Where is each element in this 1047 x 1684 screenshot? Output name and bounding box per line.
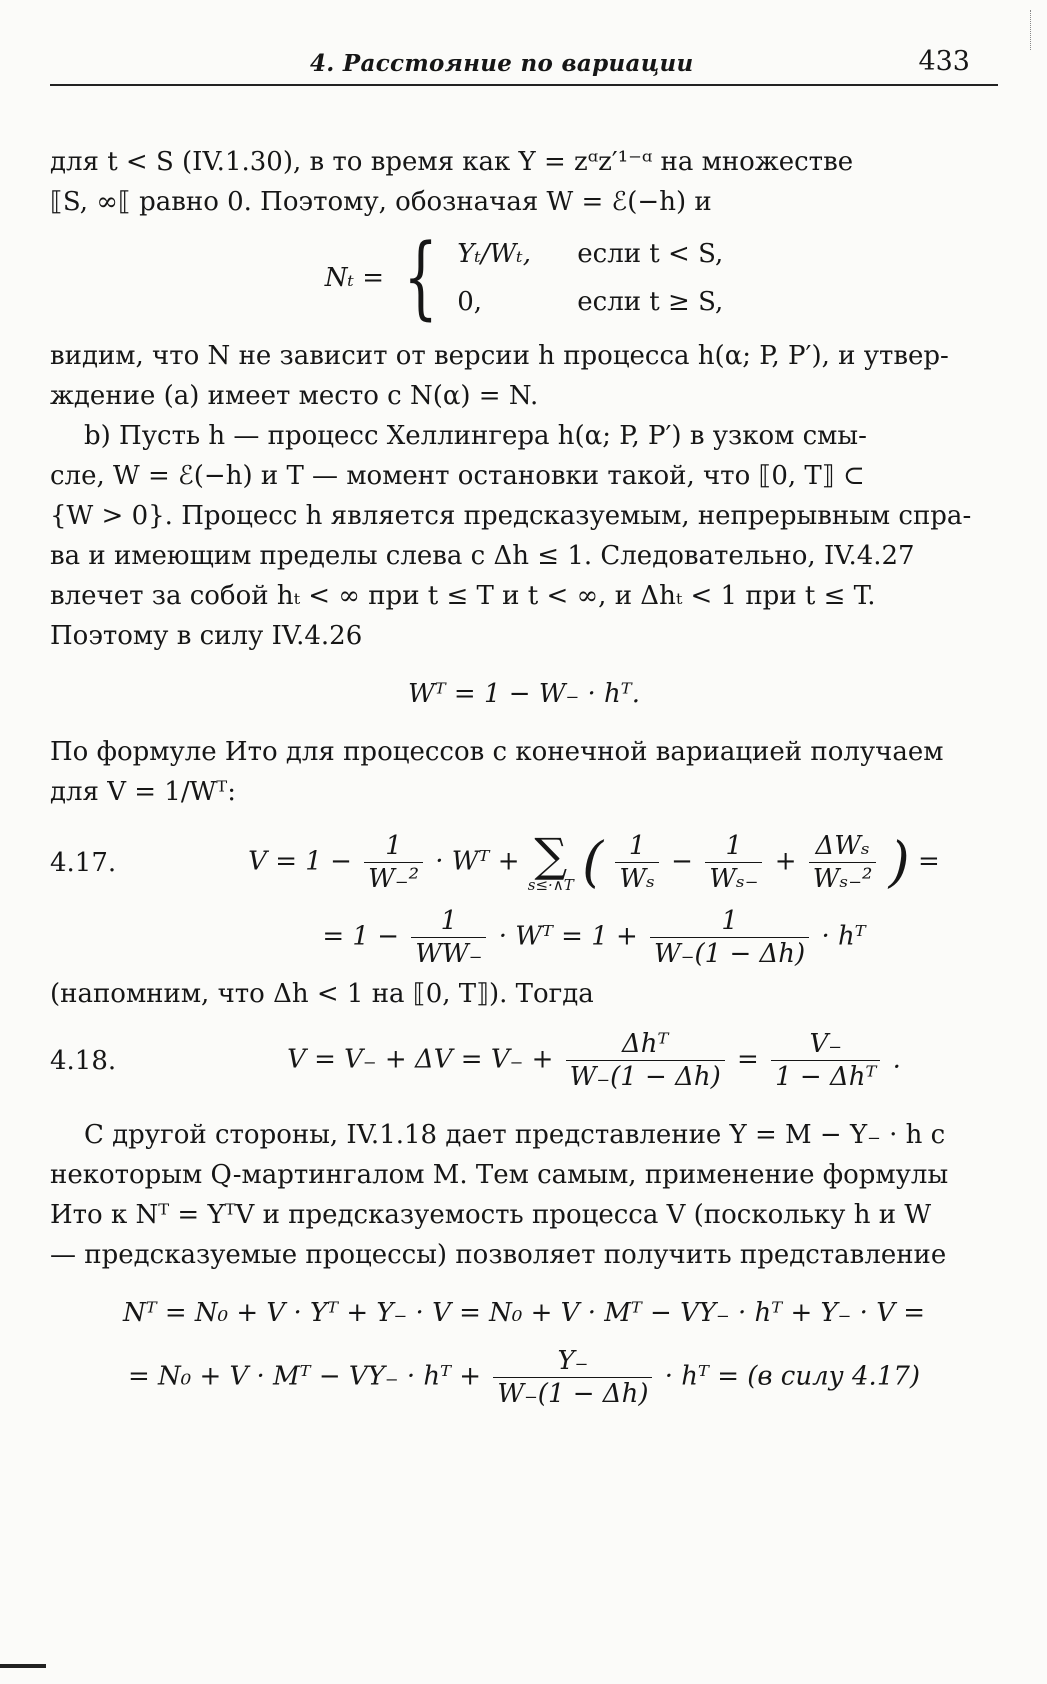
final-l2-end: · hᵀ = (в силу 4.17) [664, 1361, 921, 1392]
section-title: 4. Расстояние по вариации [310, 50, 694, 77]
eq417-minus: − [671, 846, 693, 877]
paragraph-4 [50, 732, 998, 812]
para3-line1: b) Пусть h — процесс Хеллингера h(α; P, P′) в узком смы- [84, 421, 867, 451]
eq417-l2-end: · hᵀ [821, 921, 866, 952]
case1-expr: Yₜ/Wₜ, [457, 239, 531, 269]
eq418-frac1: $\frac{\text{Δhᵀ}}{W_-(1 - \Delta h)}$ [566, 1028, 725, 1093]
eq417-l2-frac2: $\frac{1}{W_-(1 - \Delta h)}$ [650, 905, 809, 970]
equation-wt: Wᵀ = 1 − W₋ · hᵀ. [408, 679, 640, 709]
para4-line1: По формуле Ито для процессов с конечной вариацией получаем [50, 737, 944, 767]
para3-line5: влечет за собой hₜ < ∞ при t ≤ T и t < ∞, и Δhₜ < 1 при t ≤ T. [50, 581, 876, 611]
running-header [50, 40, 998, 86]
paragraph-2 [50, 336, 998, 416]
case2-cond: если t ≥ S, [577, 287, 724, 317]
summation: ∑ s≤·∧T [527, 827, 574, 894]
paragraph-1 [50, 142, 998, 222]
cases-lhs: Nₜ = [324, 263, 384, 293]
eq417-l2-frac1: $\frac{1}{WW_-}$ [411, 905, 486, 970]
para4-line2: для V = 1/Wᵀ: [50, 777, 236, 807]
equation-label-4-18: 4.18. [50, 1045, 117, 1076]
final-l2-a: = N₀ + V · Mᵀ − VY₋ · hᵀ + [127, 1361, 482, 1392]
left-brace: { [403, 225, 438, 330]
case1-cond: если t < S, [577, 239, 724, 269]
paragraph-3 [50, 416, 998, 656]
para2-line2: ждение (a) имеет место с N(α) = N. [50, 381, 539, 411]
para2-line1: видим, что N не зависит от версии h процесса h(α; P, P′), и утвер- [50, 341, 949, 371]
para1-line2: ⟦S, ∞⟦ равно 0. Поэтому, обозначая W = ℰ(−h) и [50, 187, 712, 217]
eq417-frac1: $\frac{1}{\text{W₋²}}$ [364, 830, 423, 895]
para3-line3: {W > 0}. Процесс h является предсказуемым, непрерывным спра- [50, 501, 972, 531]
eq417-plus: + [774, 846, 797, 877]
equation-label-4-17: 4.17. [50, 847, 117, 878]
para3-line4: ва и имеющим пределы слева с Δh ≤ 1. Следовательно, IV.4.27 [50, 541, 915, 571]
eq418-end: . [892, 1044, 901, 1075]
eq417-l1-a: V = 1 − [248, 846, 352, 877]
eq418-a: V = V₋ + ΔV = V₋ + [287, 1044, 554, 1075]
para3-line2: сле, W = ℰ(−h) и T — момент остановки такой, что ⟦0, T⟧ ⊂ [50, 461, 865, 491]
paragraph-6 [50, 1115, 998, 1275]
para3-line6: Поэтому в силу IV.4.26 [50, 621, 363, 651]
equation-4-18 [50, 1028, 998, 1093]
eq418-eqsign: = [737, 1044, 759, 1075]
paragraph-5: (напомним, что Δh < 1 на ⟦0, T⟧). Тогда [50, 979, 594, 1009]
para6-line3: Ито к Nᵀ = YᵀV и предсказуемость процесса V (поскольку h и W [50, 1200, 932, 1230]
edge-mark [0, 1664, 46, 1668]
para6-line2: некоторым Q-мартингалом M. Тем самым, применение формулы [50, 1160, 949, 1190]
para6-line4: — предсказуемые процессы) позволяет получить представление [50, 1240, 947, 1270]
margin-mark [1030, 10, 1041, 50]
equation-final-line1: Nᵀ = N₀ + V · Yᵀ + Y₋ · V = N₀ + V · Mᵀ − VY₋ · hᵀ + Y₋ · V = [122, 1298, 926, 1328]
equation-4-17-line1: 4.17. V = 1 − $\frac{1}{\text{W₋²}}$ · Wᵀ + ∑ s≤·∧T ( $\frac{1}{\text{Wₛ}}$ − $\frac{1}{\text{Wₛ₋}}$ + $\frac{\text{ΔWₛ}}{\text{Wₛ₋²}}$ ) = [50, 827, 940, 894]
book-page [50, 40, 998, 86]
page-body [50, 142, 998, 1410]
eq417-l2-a: = 1 − [322, 921, 399, 952]
equation-final-line2 [50, 1345, 998, 1410]
final-frac: $\frac{Y_-}{W_-(1 - \Delta h)}$ [493, 1345, 652, 1410]
page-number: 433 [918, 46, 970, 77]
case2-expr: 0, [457, 287, 483, 317]
eq417-frac4: $\frac{\text{ΔWₛ}}{\text{Wₛ₋²}}$ [809, 830, 877, 895]
eq417-l1-end: = [918, 846, 940, 877]
para6-line1: С другой стороны, IV.1.18 дает представление Y = M − Y₋ · h с [84, 1120, 946, 1150]
eq418-frac2: $\frac{V_-}{\text{1 − Δhᵀ}}$ [771, 1028, 880, 1093]
eq417-l1-b: · Wᵀ + [435, 846, 520, 877]
eq417-l2-b: · Wᵀ = 1 + [498, 921, 638, 952]
eq417-frac3: $\frac{1}{\text{Wₛ₋}}$ [705, 830, 762, 895]
equation-4-17-line2 [50, 905, 998, 970]
eq417-frac2: $\frac{1}{\text{Wₛ}}$ [615, 830, 658, 895]
para1-line1: для t < S (IV.1.30), в то время как Y = zᵅz′¹⁻ᵅ на множестве [50, 147, 854, 177]
cases-equation [50, 225, 998, 330]
